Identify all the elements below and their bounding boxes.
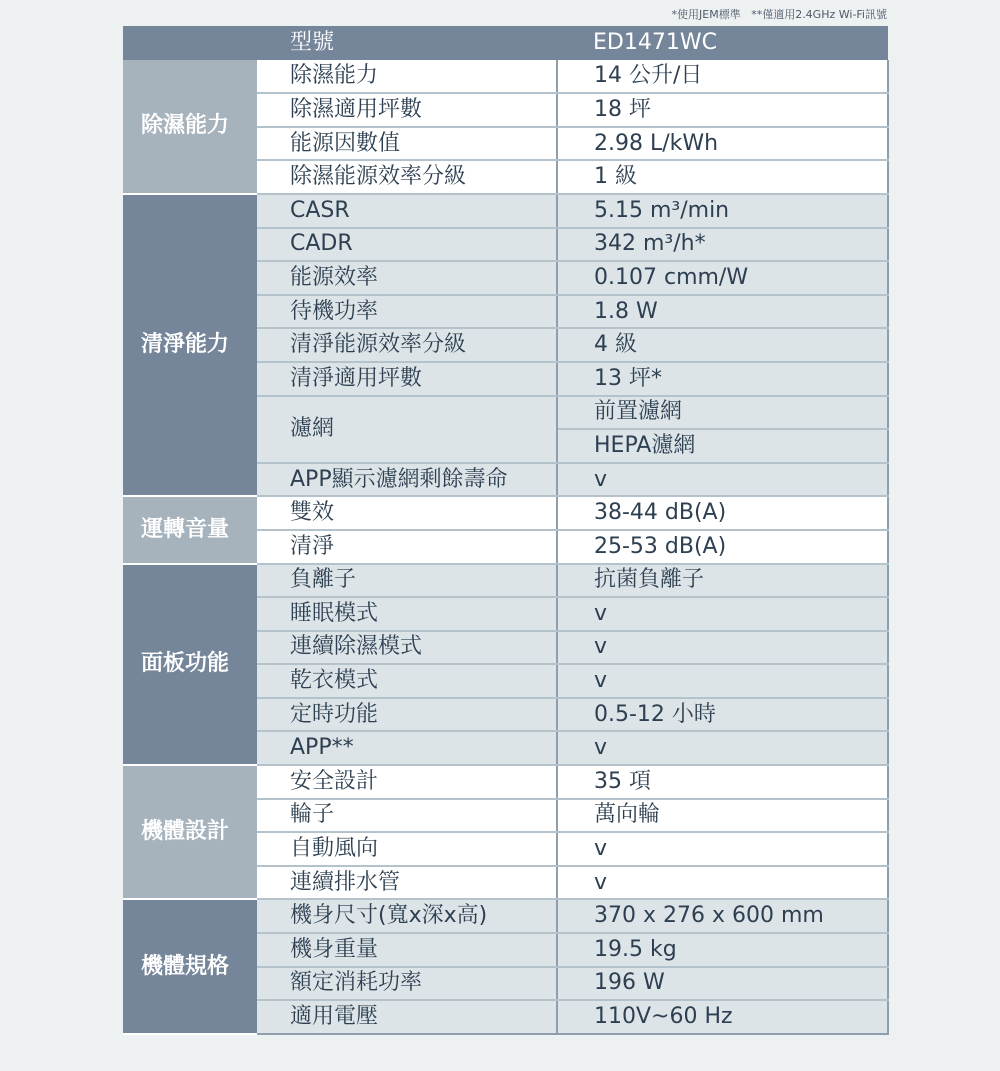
spec-row [123, 194, 888, 228]
spec-label: 清淨適用坪數 [257, 362, 557, 396]
spec-label: 除濕適用坪數 [257, 93, 557, 127]
spec-label: 待機功率 [257, 295, 557, 329]
spec-value: v [557, 664, 888, 698]
spec-label: 適用電壓 [257, 1000, 557, 1034]
footnote: *使用JEM標準 **僅適用2.4GHz Wi-Fi訊號 [671, 8, 887, 21]
spec-value: 2.98 L/kWh [557, 127, 888, 161]
spec-body [123, 60, 888, 1034]
spec-value: 110V~60 Hz [557, 1000, 888, 1034]
group-label: 清淨能力 [123, 194, 257, 496]
spec-label: 連續排水管 [257, 866, 557, 900]
spec-value: v [557, 866, 888, 900]
spec-value: 0.5-12 小時 [557, 698, 888, 732]
spec-value: 19.5 kg [557, 933, 888, 967]
spec-label: 能源因數值 [257, 127, 557, 161]
spec-label: 額定消耗功率 [257, 967, 557, 1001]
spec-value: 1 級 [557, 160, 888, 194]
spec-value: 35 項 [557, 765, 888, 799]
spec-value: 342 m³/h* [557, 228, 888, 262]
spec-value: 13 坪* [557, 362, 888, 396]
spec-value: 0.107 cmm/W [557, 261, 888, 295]
spec-label: 清淨 [257, 530, 557, 564]
spec-value: 14 公升/日 [557, 60, 888, 94]
spec-label: 定時功能 [257, 698, 557, 732]
group-label: 除濕能力 [123, 60, 257, 194]
group-label: 機體規格 [123, 899, 257, 1033]
spec-label: 負離子 [257, 564, 557, 598]
spec-row [123, 496, 888, 530]
spec-label: 除濕能力 [257, 60, 557, 94]
spec-label: CADR [257, 228, 557, 262]
spec-table [123, 26, 889, 1035]
spec-label: 機身重量 [257, 933, 557, 967]
spec-row [123, 899, 888, 933]
group-label: 機體設計 [123, 765, 257, 899]
spec-label: CASR [257, 194, 557, 228]
spec-value: HEPA濾網 [557, 429, 888, 463]
spec-label: 機身尺寸(寬x深x高) [257, 899, 557, 933]
spec-label: 除濕能源效率分級 [257, 160, 557, 194]
spec-label: 雙效 [257, 496, 557, 530]
spec-label: 安全設計 [257, 765, 557, 799]
spec-value: 196 W [557, 967, 888, 1001]
spec-label: APP顯示濾網剩餘壽命 [257, 463, 557, 497]
spec-value: 370 x 276 x 600 mm [557, 899, 888, 933]
spec-value: 前置濾網 [557, 396, 888, 430]
spec-label: 連續除濕模式 [257, 631, 557, 665]
group-label: 面板功能 [123, 564, 257, 766]
header-model-label: 型號 [257, 26, 557, 60]
header-model-value: ED1471WC [557, 26, 888, 60]
spec-value: 18 坪 [557, 93, 888, 127]
spec-value: v [557, 631, 888, 665]
spec-value: v [557, 597, 888, 631]
spec-value: 25-53 dB(A) [557, 530, 888, 564]
header-row [123, 26, 888, 60]
spec-label: 乾衣模式 [257, 664, 557, 698]
spec-value: v [557, 463, 888, 497]
header-blank-cell [123, 26, 257, 60]
spec-value: 38-44 dB(A) [557, 496, 888, 530]
spec-value: 抗菌負離子 [557, 564, 888, 598]
spec-value: v [557, 731, 888, 765]
spec-label: 自動風向 [257, 832, 557, 866]
spec-value: v [557, 832, 888, 866]
spec-label: APP** [257, 731, 557, 765]
spec-value: 4 級 [557, 328, 888, 362]
group-label: 運轉音量 [123, 496, 257, 563]
spec-value: 萬向輪 [557, 799, 888, 833]
spec-label: 清淨能源效率分級 [257, 328, 557, 362]
spec-row [123, 564, 888, 598]
spec-label: 睡眠模式 [257, 597, 557, 631]
spec-value: 1.8 W [557, 295, 888, 329]
spec-row [123, 60, 888, 94]
spec-value: 5.15 m³/min [557, 194, 888, 228]
spec-label: 能源效率 [257, 261, 557, 295]
spec-row [123, 765, 888, 799]
spec-label: 濾網 [257, 396, 557, 463]
spec-label: 輪子 [257, 799, 557, 833]
